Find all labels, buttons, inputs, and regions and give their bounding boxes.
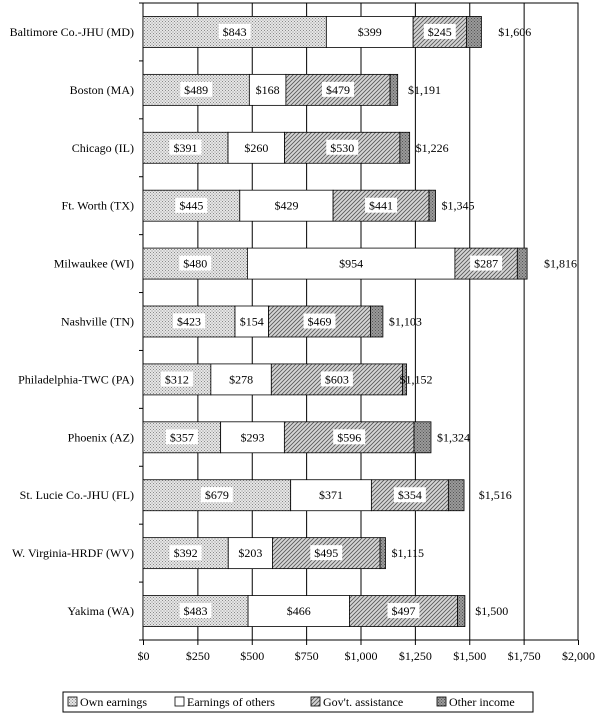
total-label: $1,816: [543, 256, 577, 271]
bar-segment: [458, 596, 465, 627]
segment-label: $423: [177, 314, 202, 329]
x-tick-label: $0: [137, 649, 150, 663]
segment-label: $203: [238, 546, 263, 561]
total-label: $1,191: [408, 82, 442, 97]
x-tick-label: $1,500: [453, 649, 487, 663]
x-tick-label: $1,250: [398, 649, 432, 663]
total-label: $1,226: [415, 140, 449, 155]
bar-segment: [400, 132, 410, 163]
segment-label: $391: [173, 140, 198, 155]
x-tick-label: $750: [294, 649, 319, 663]
segment-label: $168: [255, 82, 280, 97]
category-label: Phoenix (AZ): [67, 430, 134, 445]
category-label: Philadelphia-TWC (PA): [18, 372, 134, 387]
x-tick-label: $2,000: [562, 649, 595, 663]
segment-label: $154: [239, 314, 264, 329]
bar-segment: [390, 74, 398, 105]
bar-segment: [414, 422, 431, 453]
legend-label: Other income: [449, 695, 515, 709]
category-label: Yakima (WA): [67, 604, 134, 619]
plot-area: [10, 3, 595, 663]
segment-label: $596: [337, 430, 362, 445]
category-label: Baltimore Co.-JHU (MD): [9, 24, 134, 39]
total-label: $1,324: [436, 430, 470, 445]
segment-label: $603: [324, 372, 349, 387]
total-label: $1,103: [388, 314, 422, 329]
segment-label: $441: [369, 198, 394, 213]
segment-label: $497: [391, 604, 416, 619]
segment-label: $480: [183, 256, 208, 271]
segment-label: $260: [244, 140, 269, 155]
segment-label: $354: [397, 488, 422, 503]
category-label: Boston (MA): [69, 82, 134, 97]
segment-label: $679: [204, 488, 229, 503]
segment-label: $466: [286, 604, 311, 619]
total-label: $1,115: [391, 546, 425, 561]
segment-label: $843: [222, 24, 247, 39]
segment-label: $293: [240, 430, 265, 445]
legend-label: Own earnings: [80, 695, 147, 709]
segment-label: $287: [474, 256, 499, 271]
bar-segment: [448, 480, 464, 511]
category-label: St. Lucie Co.-JHU (FL): [19, 488, 134, 503]
x-tick-label: $1,750: [507, 649, 541, 663]
total-label: $1,606: [498, 24, 532, 39]
bar-segment: [380, 538, 385, 569]
segment-label: $392: [173, 546, 198, 561]
segment-label: $429: [274, 198, 299, 213]
legend-label: Earnings of others: [187, 695, 275, 709]
segment-label: $357: [169, 430, 194, 445]
category-label: Chicago (IL): [71, 140, 134, 155]
bar-segment: [517, 248, 527, 279]
total-label: $1,500: [475, 604, 509, 619]
segment-label: $495: [314, 546, 339, 561]
legend-swatch: [437, 697, 446, 706]
segment-label: $469: [307, 314, 332, 329]
segment-label: $489: [184, 82, 209, 97]
bar-segment: [371, 306, 383, 337]
segment-label: $312: [164, 372, 189, 387]
segment-label: $483: [183, 604, 208, 619]
legend-swatch: [311, 697, 320, 706]
segment-label: $371: [319, 488, 344, 503]
segment-label: $245: [427, 24, 452, 39]
category-label: Nashville (TN): [61, 314, 134, 329]
total-label: $1,345: [441, 198, 475, 213]
legend-swatch: [175, 697, 184, 706]
x-tick-label: $250: [185, 649, 210, 663]
segment-label: $530: [330, 140, 355, 155]
legend-swatch: [68, 697, 77, 706]
category-label: Ft. Worth (TX): [61, 198, 134, 213]
legend-label: Gov't. assistance: [323, 695, 404, 709]
total-label: $1,516: [478, 488, 512, 503]
x-tick-label: $1,000: [344, 649, 378, 663]
legend: [63, 692, 533, 712]
segment-label: $479: [325, 82, 350, 97]
segment-label: $278: [229, 372, 254, 387]
bar-segment: [466, 16, 481, 47]
total-label: $1,152: [399, 372, 433, 387]
category-label: Milwaukee (WI): [53, 256, 134, 271]
x-tick-label: $500: [240, 649, 265, 663]
category-label: W. Virginia-HRDF (WV): [11, 546, 134, 561]
segment-label: $445: [179, 198, 204, 213]
segment-label: $399: [357, 24, 382, 39]
bar-segment: [429, 190, 436, 221]
segment-label: $954: [339, 256, 364, 271]
